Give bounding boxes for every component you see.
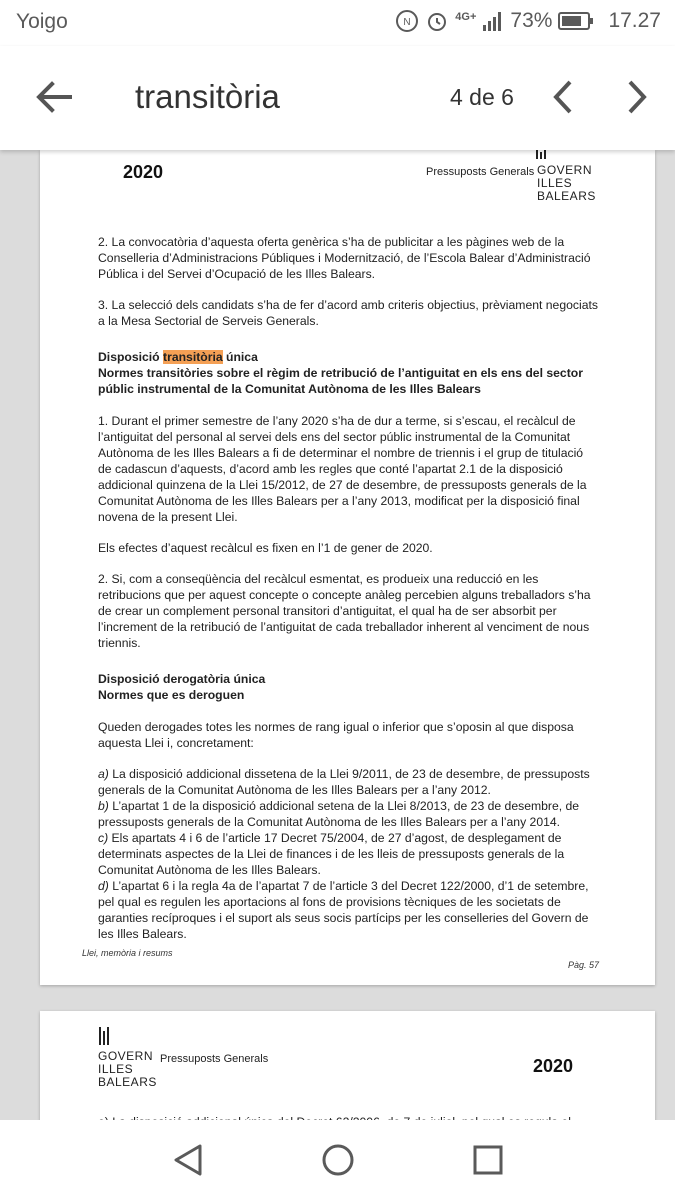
section-title: Normes que es deroguen [98,688,245,702]
logo-line-2: ILLES [537,176,573,190]
logo-line-2: ILLES [98,1062,134,1076]
page-year: 2020 [533,1056,574,1076]
system-nav-bar [0,1120,675,1200]
svg-text:N: N [403,17,411,28]
chevron-right-icon[interactable] [620,76,654,118]
paragraph: Els efectes d’aquest recàlcul es fixen en l’1 de gener de 2020. [98,541,433,555]
document-page [40,150,655,985]
list-item: b) L’apartat 1 de la disposició addicional setena de la Llei 8/2013, de 23 de desembre, de pressuposts generals de la Comunitat Autònoma de les Illes Balears per a l’any 2014. [98,799,580,829]
square-recents-icon[interactable] [466,1138,510,1182]
section-heading: Disposició transitòria única [98,350,258,364]
arrow-left-icon[interactable] [30,74,76,120]
paragraph: 3. La selecció dels candidats s’ha de fer d’acord amb criteris objectius, prèviament negociats a la Mesa Sectorial de Serveis Generals. [98,298,598,328]
signal-icon [482,10,504,32]
page-footer-left: Llei, memòria i resums [82,948,173,958]
document-body [98,234,598,942]
clock: 17.27 [608,9,661,32]
match-count: 4 de 6 [450,84,514,110]
govern-logo [535,146,594,203]
battery-percent: 73% [510,9,553,32]
logo-line-1: GOVERN [537,163,593,177]
find-query[interactable]: transitòria [135,78,280,115]
govern-emblem-icon [535,149,549,159]
search-highlight: transitòria [163,350,223,364]
section-title: Normes transitòries sobre el règim de retribució de l’antiguitat en els ens del sector públic instrumental de la Comunitat Autònoma de les Illes Balears [98,366,583,396]
paragraph: 1. Durant el primer semestre de l’any 2020 s’ha de dur a terme, si s’escau, el recàlcul de l’antiguitat del personal al servei dels ens del sector públic instrumental de la Comunitat Autònoma de les Illes Balears a fi de determinar el nombre de triennis i el grup de titulació de cadascun d’aquests, d’acord amb les regles que conté l’apartat 2.1 de la disposició addicional quinzena de la Llei 15/2012, de 27 de desembre, de pressuposts generals de la Comunitat Autònoma de les Illes Balears per a l’any 2013, modificat per la disposició final novena de la present Llei. [98,414,587,524]
logo-line-3: BALEARS [537,189,596,203]
page-year: 2020 [123,162,164,182]
page-number: Pàg. 57 [568,960,600,970]
paragraph: Queden derogades totes les normes de rang igual o inferior que s’oposin al que disposa aquesta Llei i, concretament: [98,720,574,750]
triangle-back-icon[interactable] [168,1138,212,1182]
status-bar [0,0,675,46]
list-item: a) La disposició addicional dissetena de la Llei 9/2011, de 23 de desembre, de pressuposts generals de la Comunitat Autònoma de les Illes Balears per a l’any 2012. [98,767,590,797]
logo-line-1: GOVERN [98,1049,154,1063]
alarm-icon [425,9,449,33]
list-item: d) L’apartat 6 i la regla 4a de l’apartat 7 de l’article 3 del Decret 122/2000, d’1 de setembre, pel qual es regulen les aportacions al fons de provisions tècniques de les societats de garanties recíproques i el suport als seus socis partícips per les conselleries del Govern de les Illes Balears. [98,879,589,941]
network-type: 4G+ [455,11,477,23]
nfc-icon [395,9,419,33]
section-heading: Disposició derogatòria única [98,672,266,686]
find-toolbar [0,46,675,150]
paragraph: 2. La convocatòria d’aquesta oferta genèrica s’ha de publicitar a les pàgines web de la Conselleria d’Administracions Públiques i Modernització, de l’Escola Balear d’Administració Pública i del Servei d’Ocupació de les Illes Balears. [98,235,591,281]
govern-emblem-icon [98,1027,112,1045]
page-header-title: Pressuposts Generals [426,166,535,178]
battery-icon [558,11,594,31]
circle-home-icon[interactable] [316,1138,360,1182]
list-item: c) Els apartats 4 i 6 de l’article 17 Decret 75/2004, de 27 d’agost, de desplegament de determinats aspectes de la Llei de finances i de les lleis de pressuposts generals de la Comunitat Autònoma de les Illes Balears. [98,831,565,877]
govern-logo [98,1027,157,1089]
paragraph: 2. Si, com a conseqüència del recàlcul esmentat, es produeix una reducció en les retribucions que per aquest concepte o concepte anàleg percebien alguns treballadors s’ha de crear un complement personal transitori d’antiguitat, el qual ha de ser absorbit per l’increment de la retribució de l’antiguitat de cada treballador inherent al venciment de nous triennis. [98,572,591,650]
chevron-left-icon[interactable] [546,76,580,118]
carrier-name: Yoigo [16,10,68,33]
page-header-title: Pressuposts Generals [160,1053,269,1065]
logo-line-3: BALEARS [98,1075,157,1089]
status-icons [395,9,661,33]
